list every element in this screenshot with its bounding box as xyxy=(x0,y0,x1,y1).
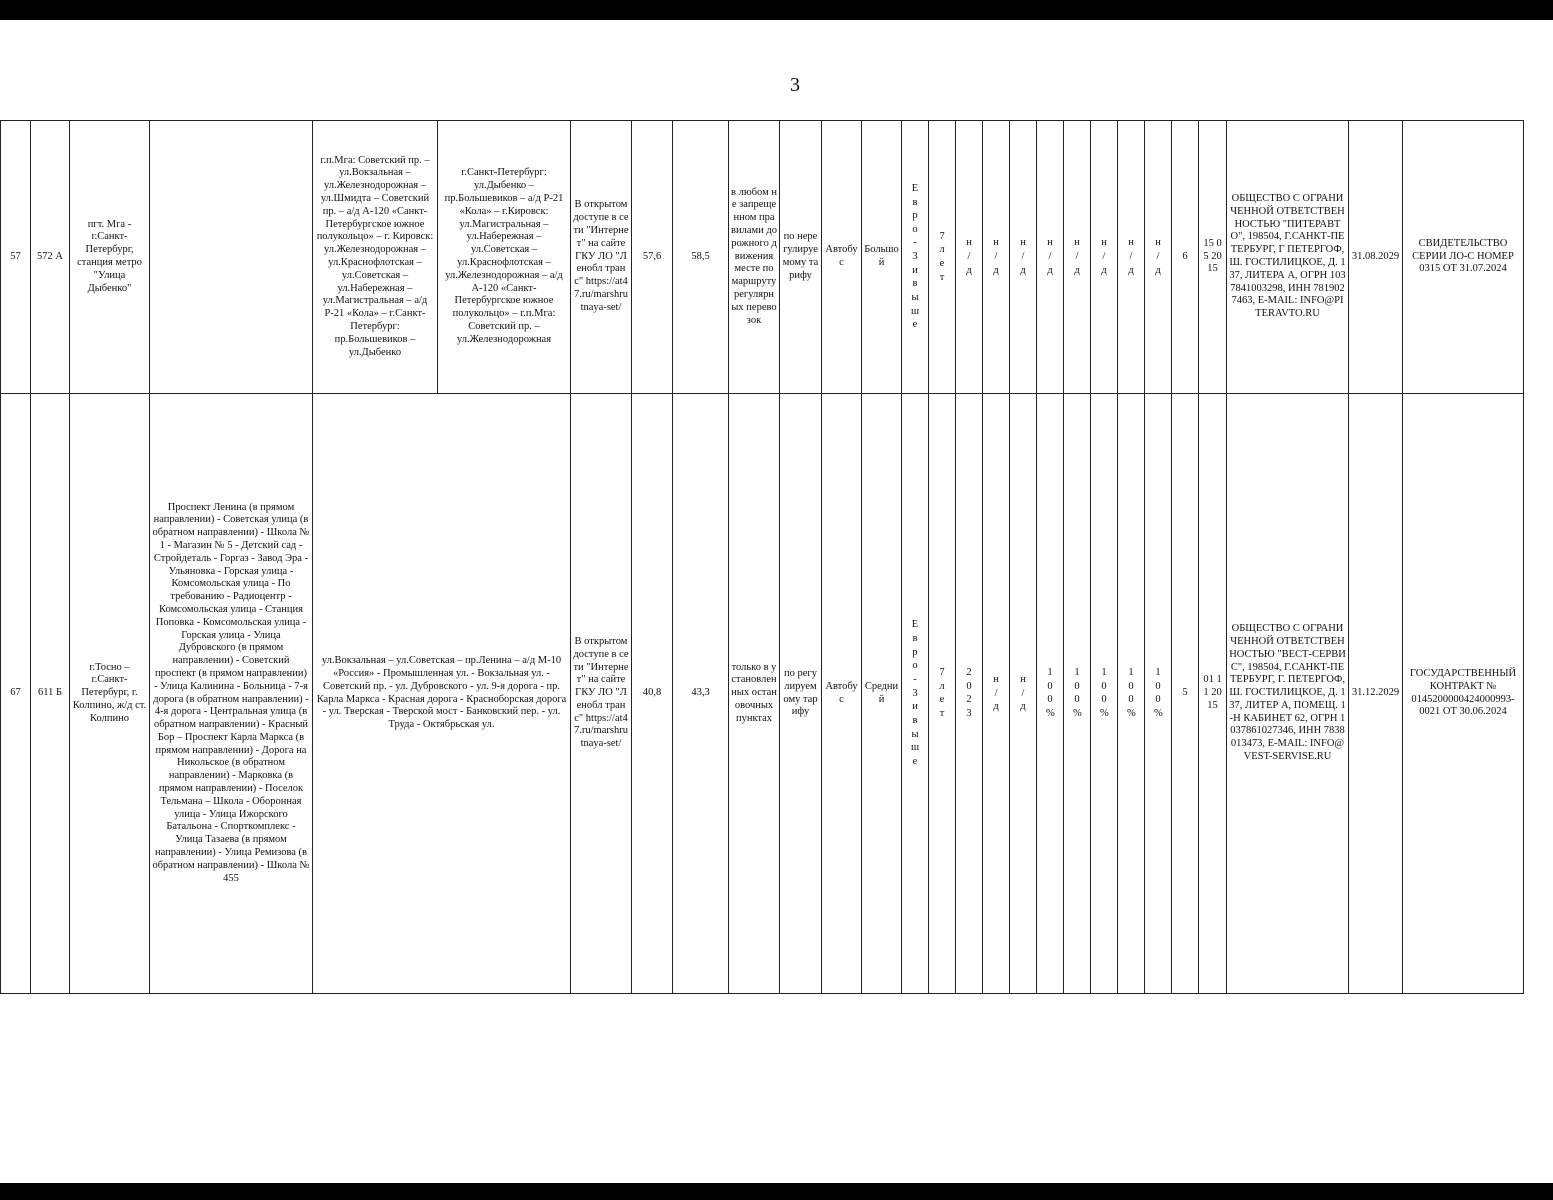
cell-carrier: ОБЩЕСТВО С ОГРАНИЧЕННОЙ ОТВЕТСТВЕННОСТЬЮ "ПИТЕРАВТО", 198504, Г.САНКТ-ПЕТЕРБУРГ, Г ПЕТЕРГОФ, Ш. ГОСТИЛИЦКОЕ, Д. 137, ЛИТЕРА А, ОГРН 1037841003298, ИНН 7819027463, E-MAIL: INFO@PITERAVTO.RU xyxy=(1227,121,1349,394)
cell-feature-4 xyxy=(1037,394,1064,994)
cell-feature-5 xyxy=(1064,394,1091,994)
cell-streets: ул.Вокзальная – ул.Советская – пр.Ленина – а/д М-10 «Россия» - Промышленная ул. - Вокзальная ул. - Советский пр. - ул. Дубровского - ул. 9-я дорога - пр. Карла Маркса - Красная дорога - Красноборская дорога - ул. Тверская - Тверской мост - Банковский пер. - ул. Труда - Октябрьская ул. xyxy=(313,394,571,994)
feature-2-text: н/д xyxy=(993,237,999,276)
cell-route-number: 572 А xyxy=(31,121,70,394)
start-date-text: 15 05 2015 xyxy=(1203,237,1222,275)
cell-stop-order: только в установленных остановочных пунктах xyxy=(729,394,780,994)
feature-5-text: 100% xyxy=(1073,667,1082,720)
page-number: 3 xyxy=(790,74,800,96)
cell-stops: Проспект Ленина (в прямом направлении) - Советская улица (в обратном направлении) - Школа № 1 - Магазин № 5 - Детский сад - Стройдеталь - Горгаз - Завод Эра - Ульяновка - Горская улица - Комсомольская улица - По требованию - Радиоцентр - Комсомольская улица - Станция Поповка - Комсомольская улица - Горская улица - Улица Дубровского (в прямом направлении) - Советский проспект (в прямом направлении) - Улица Калинина - Больница - 7-я дорога (в обратном направлении) - 4-я дорога - Центральная улица (в обратном направлении) - Красный Бор – Проспект Карла Маркса (в прямом направлении) - Дорога на Никольское (в обратном направлении) - Марковка (в прямом направлении) - Поселок Тельмана – Школа - Оборонная улица - Улица Ижорского Батальона - Спорткомплекс - Улица Тазаева (в прямом направлении) - Улица Ремизова (в обратном направлении) - Школа № 455 xyxy=(150,394,313,994)
cell-feature-7 xyxy=(1118,121,1145,394)
cell-eco-class xyxy=(902,121,929,394)
max-age-text: 7 лет xyxy=(939,230,945,283)
cell-end-date: 31.08.2029 xyxy=(1349,121,1403,394)
cell-schedule: В открытом доступе в сети "Интернет" на сайте ГКУ ЛО "Ленобл транс" https://at47.ru/marshrutnaya-set/ xyxy=(571,121,632,394)
cell-route-name: г.Тосно – г.Санкт-Петербург, г. Колпино, ж/д ст. Колпино xyxy=(70,394,150,994)
feature-4-text: 100% xyxy=(1046,667,1055,720)
feature-1-text: 2023 xyxy=(966,667,972,720)
cell-start-date xyxy=(1199,394,1227,994)
cell-feature-8 xyxy=(1145,394,1172,994)
feature-2-text: н/д xyxy=(993,673,999,713)
table-row-57 xyxy=(1,121,1524,394)
cell-streets-back: г.Санкт-Петербург: ул.Дыбенко – пр.Большевиков – а/д Р-21 «Кола» – г.Кировск: ул.Магистральная – ул.Набережная – ул.Советская – ул.Краснофлотская – ул.Железнодорожная – а/д А-120 «Санкт-Петербургское южное полукольцо» – г.п.Мга: Советский пр. – ул.Железнодорожная xyxy=(438,121,571,394)
cell-tariff: по нерегулируемому тарифу xyxy=(780,121,822,394)
cell-feature-6 xyxy=(1091,394,1118,994)
cell-feature-5 xyxy=(1064,121,1091,394)
cell-row-number: 67 xyxy=(1,394,31,994)
cell-vehicle-class: Большой xyxy=(862,121,902,394)
cell-feature-2 xyxy=(983,121,1010,394)
cell-tariff: по регулируемому тарифу xyxy=(780,394,822,994)
cell-start-date xyxy=(1199,121,1227,394)
table-row-67 xyxy=(1,394,1524,994)
cell-vehicle-count: 5 xyxy=(1172,394,1199,994)
cell-length-back: 58,5 xyxy=(673,121,729,394)
cell-route-name: пгт. Мга - г.Санкт-Петербург, станция метро "Улица Дыбенко" xyxy=(70,121,150,394)
cell-feature-2 xyxy=(983,394,1010,994)
start-date-text: 01 11 2015 xyxy=(1203,674,1222,711)
cell-feature-3 xyxy=(1010,121,1037,394)
cell-document: СВИДЕТЕЛЬСТВО СЕРИИ ЛО-С НОМЕР 0315 ОТ 31.07.2024 xyxy=(1403,121,1524,394)
scan-border-bottom xyxy=(0,1183,1553,1200)
eco-class-text: Евро-3 и выше xyxy=(911,182,920,331)
eco-class-text: Евро-3 и выше xyxy=(911,619,920,767)
cell-feature-1 xyxy=(956,394,983,994)
feature-8-text: 100% xyxy=(1154,667,1163,720)
cell-vehicle-class: Средний xyxy=(862,394,902,994)
cell-feature-6 xyxy=(1091,121,1118,394)
cell-length-forward: 57,6 xyxy=(632,121,673,394)
feature-3-text: н/д xyxy=(1020,673,1026,713)
cell-route-number: 611 Б xyxy=(31,394,70,994)
cell-vehicle-type: Автобус xyxy=(822,121,862,394)
feature-5-text: н/д xyxy=(1074,237,1080,276)
cell-feature-8 xyxy=(1145,121,1172,394)
feature-3-text: н/д xyxy=(1020,237,1026,276)
cell-max-age xyxy=(929,394,956,994)
feature-6-text: н/д xyxy=(1101,237,1107,276)
cell-end-date: 31.12.2029 xyxy=(1349,394,1403,994)
cell-schedule: В открытом доступе в сети "Интернет" на сайте ГКУ ЛО "Ленобл транс" https://at47.ru/marshrutnaya-set/ xyxy=(571,394,632,994)
feature-1-text: н/д xyxy=(966,237,972,276)
cell-document: ГОСУДАРСТВЕННЫЙ КОНТРАКТ № 0145200000424000993-0021 ОТ 30.06.2024 xyxy=(1403,394,1524,994)
cell-feature-1 xyxy=(956,121,983,394)
cell-length-back: 43,3 xyxy=(673,394,729,994)
feature-8-text: н/д xyxy=(1155,237,1161,276)
cell-carrier: ОБЩЕСТВО С ОГРАНИЧЕННОЙ ОТВЕТСТВЕННОСТЬЮ "ВЕСТ-СЕРВИС", 198504, Г.САНКТ-ПЕТЕРБУРГ, Г. ПЕТЕРГОФ, Ш. ГОСТИЛИЦКОЕ, Д. 137, ЛИТЕР А, ПОМЕЩ. 1-Н КАБИНЕТ 62, ОГРН 1037861027346, ИНН 7838013473, E-MAIL: INFO@VEST-SERVISE.RU xyxy=(1227,394,1349,994)
cell-vehicle-type: Автобус xyxy=(822,394,862,994)
cell-feature-7 xyxy=(1118,394,1145,994)
cell-eco-class xyxy=(902,394,929,994)
feature-4-text: н/д xyxy=(1047,237,1053,276)
feature-7-text: 100% xyxy=(1127,667,1136,720)
cell-feature-3 xyxy=(1010,394,1037,994)
cell-stop-order: в любом не запрещенном правилами дорожного движения месте по маршруту регулярных перевозок xyxy=(729,121,780,394)
cell-length-forward: 40,8 xyxy=(632,394,673,994)
max-age-text: 7 лет xyxy=(939,667,945,720)
route-registry-table xyxy=(0,120,1524,994)
scan-border-top xyxy=(0,0,1553,20)
cell-row-number: 57 xyxy=(1,121,31,394)
cell-max-age xyxy=(929,121,956,394)
feature-6-text: 100% xyxy=(1100,667,1109,720)
cell-stops xyxy=(150,121,313,394)
cell-vehicle-count: 6 xyxy=(1172,121,1199,394)
feature-7-text: н/д xyxy=(1128,237,1134,276)
cell-feature-4 xyxy=(1037,121,1064,394)
cell-streets-forward: г.п.Мга: Советский пр. – ул.Вокзальная – ул.Железнодорожная – ул.Шмидта – Советский пр. – а/д А-120 «Санкт-Петербургское южное полукольцо» – г. Кировск: ул.Железнодорожная – ул.Краснофлотская – ул.Советская – ул.Набережная – ул.Магистральная – а/д Р-21 «Кола» – г.Санкт-Петербург: пр.Большевиков – ул.Дыбенко xyxy=(313,121,438,394)
